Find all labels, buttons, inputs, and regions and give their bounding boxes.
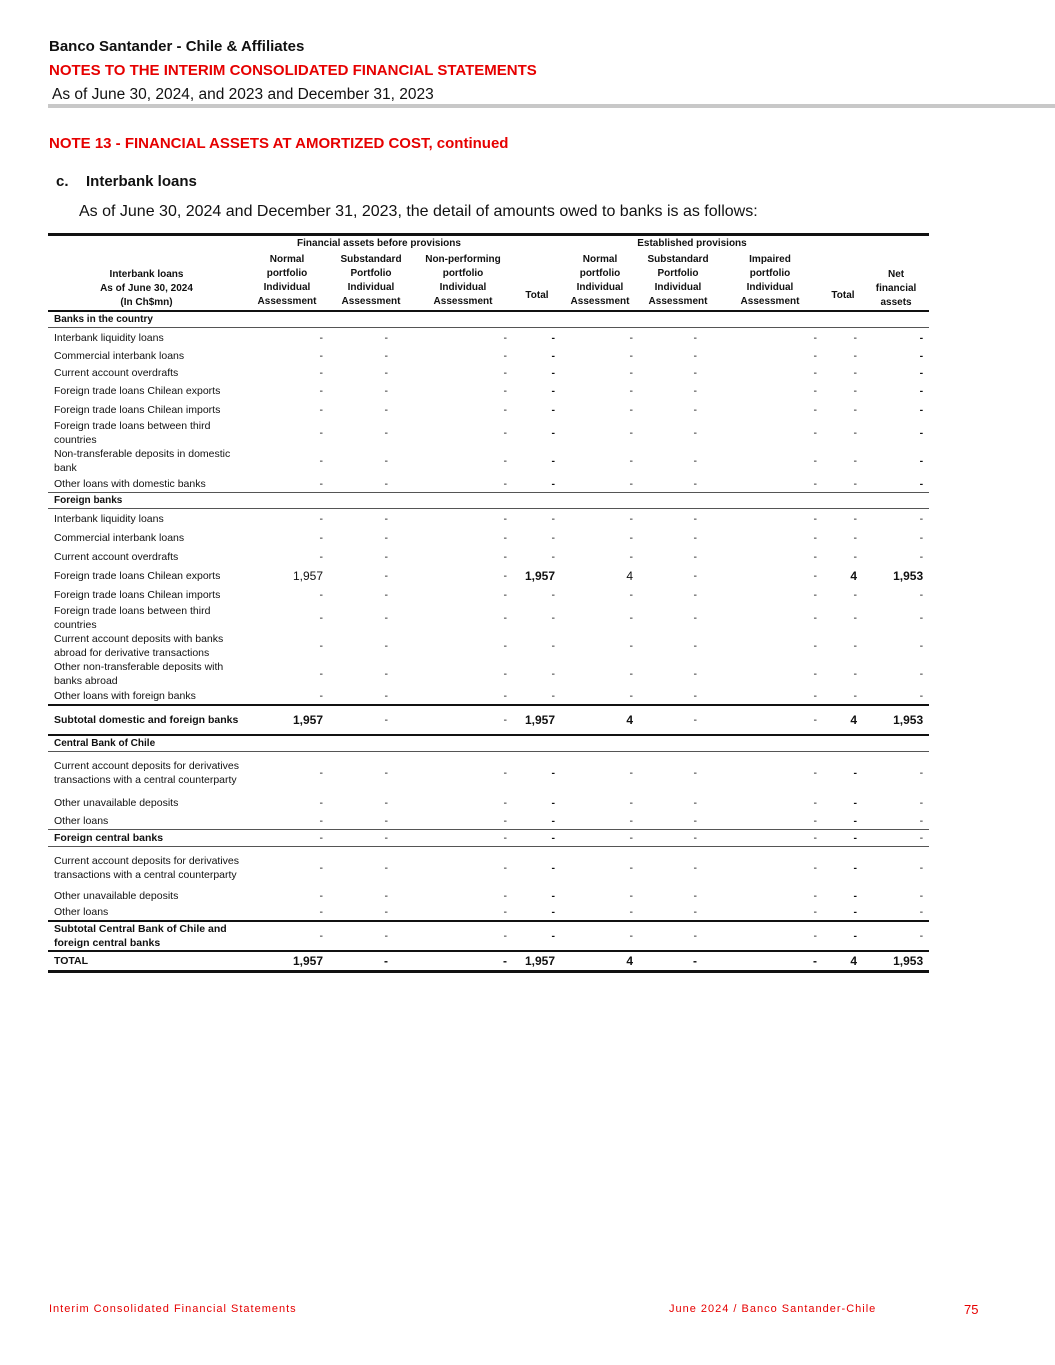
section-central-bank: Central Bank of Chile [48,735,929,752]
table-row: Other loans - - - - - - - - - [54,906,924,918]
table-row: Interbank liquidity loans - - - - - - - - - [54,331,924,344]
table-row: Foreign trade loans Chilean exports - - - - - - - - - [54,384,924,397]
section-letter: c. [56,173,69,190]
interbank-loans-table [48,233,929,973]
subtotal-central-banks-row: Subtotal Central Bank of Chile and foreign central banks - - - - - - - - - [48,921,929,951]
header-prov-impaired-portfolio: Impaired portfolio Individual Assessment [740,254,800,307]
section-foreign-banks: Foreign banks [48,493,929,509]
section-name: Interbank loans [86,173,197,190]
table-row: Other unavailable deposits - - - - - - - - - [54,890,924,902]
section-banks-in-country: Banks in the country [48,311,929,328]
notes-title: NOTES TO THE INTERIM CONSOLIDATED FINANCIAL STATEMENTS [49,62,537,79]
footer-document-title: Interim Consolidated Financial Statements [49,1303,297,1315]
table-row: Foreign trade loans between third countries - - - - - - - - - [54,605,924,631]
table-row: Current account deposits with banks abroad for derivative transactions - - - - - - - - - [54,633,924,659]
intro-text: As of June 30, 2024 and December 31, 2023, the detail of amounts owed to banks is as follows: [79,203,758,220]
header-prov-substandard-portfolio: Substandard Portfolio Individual Assessment [647,254,709,307]
header-total-provisions: Total [831,289,855,301]
table-row: Commercial interbank loans - - - - - - - - - [54,531,924,544]
header-total-before: Total [525,289,549,301]
table-row: Interbank liquidity loans - - - - - - - - - [54,512,924,525]
note-title: NOTE 13 - FINANCIAL ASSETS AT AMORTIZED COST, continued [49,135,509,152]
table-row: Other loans - - - - - - - - - [54,814,924,827]
table-row: Non-transferable deposits in domestic bank - - - - - - - - - [54,448,924,474]
header-substandard-portfolio: Substandard Portfolio Individual Assessment [340,254,402,307]
column-header-row [48,252,929,311]
table-row: Other unavailable deposits - - - - - - - - - [54,796,924,809]
table-row: Current account deposits for derivatives transactions with a central counterparty - - - - - - - - - [54,854,924,881]
table-row: Foreign trade loans Chilean imports - - - - - - - - - [54,403,924,416]
table-row-exports-foreign: Foreign trade loans Chilean exports 1,957 - - 1,957 4 - - 4 1,953 [54,568,924,583]
table-row: Foreign trade loans Chilean imports - - - - - - - - - [54,588,924,601]
table-row: Current account overdrafts - - - - - - - - - [54,366,924,379]
section-title [56,173,197,190]
table-row: Foreign trade loans between third countries - - - - - - - - - [54,420,924,446]
group-established-provisions: Established provisions [637,238,747,249]
header-nonperforming-portfolio: Non-performing portfolio Individual Assessment [425,254,501,307]
table-row: Current account overdrafts - - - - - - - - - [54,550,924,563]
table-row: Commercial interbank loans - - - - - - - - - [54,349,924,362]
header-divider [48,104,1055,108]
table-row: Current account deposits for derivatives transactions with a central counterparty - - - - - - - - - [54,759,924,786]
footer-period: June 2024 / Banco Santander-Chile [669,1303,877,1315]
section-foreign-central-banks: Foreign central banks - - - - - - - - - [48,830,929,847]
header-prov-normal-portfolio: Normal portfolio Individual Assessment [570,254,630,307]
table-row: Other non-transferable deposits with banks abroad - - - - - - - - - [54,661,924,687]
table-row: Other loans with foreign banks - - - - - - - - - [54,690,924,702]
header-net-financial-assets: Net financial assets [875,268,917,308]
period-subtitle: As of June 30, 2024, and 2023 and December 31, 2023 [52,86,434,103]
group-before-provisions: Financial assets before provisions [297,238,461,249]
group-header-row [48,236,929,252]
subtotal-domestic-foreign-row: Subtotal domestic and foreign banks 1,957 - - 1,957 4 - - 4 1,953 [48,705,929,735]
label-column-header: Interbank loans As of June 30, 2024 (In Ch$mn) [100,269,193,308]
header-normal-portfolio: Normal portfolio Individual Assessment [257,254,317,307]
page-number: 75 [964,1302,979,1317]
total-row: TOTAL 1,957 - - 1,957 4 - - 4 1,953 [48,951,929,972]
table-row: Other loans with domestic banks - - - - - - - - - [54,477,924,490]
company-name: Banco Santander - Chile & Affiliates [49,38,305,55]
